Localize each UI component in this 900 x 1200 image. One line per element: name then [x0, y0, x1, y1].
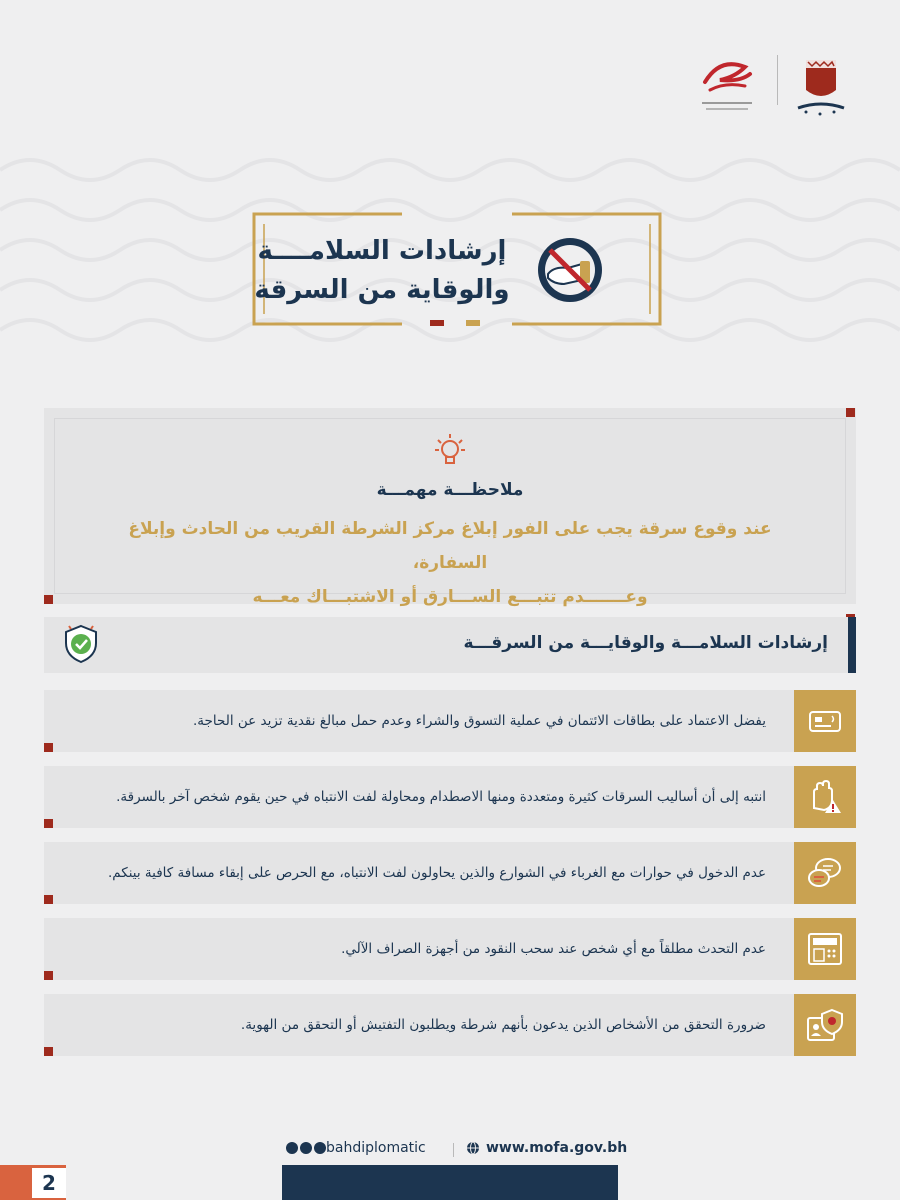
no-theft-hand-icon	[534, 234, 606, 306]
corner-marker	[44, 1047, 53, 1056]
list-item	[44, 690, 856, 752]
corner-marker	[44, 971, 53, 980]
shield-check-icon	[60, 623, 102, 665]
calligraphy-logo	[690, 52, 765, 122]
mofa-emblem-logo	[786, 52, 856, 122]
footer-bar	[282, 1165, 618, 1200]
credit-card-icon	[806, 702, 844, 740]
list-item	[44, 994, 856, 1056]
item-text: عدم الدخول في حوارات مع الغرباء في الشوارع والذين يحاولون لفت الانتباه، مع الحرص على إبقاء مسافة كافية بينكم.	[107, 865, 766, 881]
item-text: ضرورة التحقق من الأشخاص الذين يدعون بأنهم شرطة ويطلبون التفتيش أو التحقق من الهوية.	[240, 1017, 766, 1033]
item-icon-tile	[794, 842, 856, 904]
chat-bubbles-icon	[806, 854, 844, 892]
title-line-1: إرشادات السلامــــة	[257, 236, 507, 266]
section-title: إرشادات السلامـــة والوقايـــة من السرقـــة	[463, 633, 828, 653]
corner-marker	[846, 408, 855, 417]
corner-marker	[44, 895, 53, 904]
social-handle[interactable]: bahdiplomatic	[326, 1140, 426, 1156]
item-text: انتبه إلى أن أساليب السرقات كثيرة ومتعددة ومنها الاصطدام ومحاولة لفت الانتباه في حين يقوم شخص آخر بالسرقة.	[116, 789, 766, 805]
page-number: 2	[32, 1168, 66, 1198]
note-title: ملاحظـــة مهمـــة	[376, 480, 524, 500]
item-text: عدم التحدث مطلقاً مع أي شخص عند سحب النقود من أجهزة الصراف الآلي.	[341, 941, 766, 957]
item-icon-tile	[794, 690, 856, 752]
footer	[0, 1140, 900, 1160]
corner-marker	[44, 819, 53, 828]
footer-divider	[453, 1143, 454, 1157]
list-item	[44, 766, 856, 828]
list-item	[44, 842, 856, 904]
title-line-2: والوقاية من السرقة	[254, 275, 510, 305]
section-header	[44, 617, 856, 673]
instagram-icon[interactable]	[286, 1142, 298, 1154]
item-icon-tile	[794, 994, 856, 1056]
list-item	[44, 918, 856, 980]
atm-icon	[806, 930, 844, 968]
item-icon-tile	[794, 766, 856, 828]
corner-marker	[44, 743, 53, 752]
lightbulb-icon	[434, 432, 466, 468]
note-body	[100, 512, 800, 614]
youtube-icon[interactable]	[314, 1142, 326, 1154]
globe-icon	[466, 1141, 480, 1155]
item-text: يفضل الاعتماد على بطاقات الائتمان في عملية التسوق والشراء وعدم حمل مبالغ نقدية تزيد عن الحاجة.	[193, 713, 766, 729]
police-id-icon	[806, 1006, 844, 1044]
website-link[interactable]: www.mofa.gov.bh	[486, 1140, 628, 1156]
hand-warning-icon	[806, 778, 844, 816]
twitter-icon[interactable]	[300, 1142, 312, 1154]
note-line-2: وعـــــــدم تتبـــع الســـارق أو الاشتبـــاك معـــه	[252, 587, 648, 607]
item-icon-tile	[794, 918, 856, 980]
title-frame	[252, 212, 662, 326]
section-accent-bar	[848, 617, 856, 673]
note-line-1: عند وقوع سرقة يجب على الفور إبلاغ مركز الشرطة القريب من الحادث وإبلاغ السفارة،	[128, 519, 772, 573]
page-title	[252, 232, 512, 310]
logo-divider	[777, 55, 778, 105]
corner-marker	[44, 595, 53, 604]
